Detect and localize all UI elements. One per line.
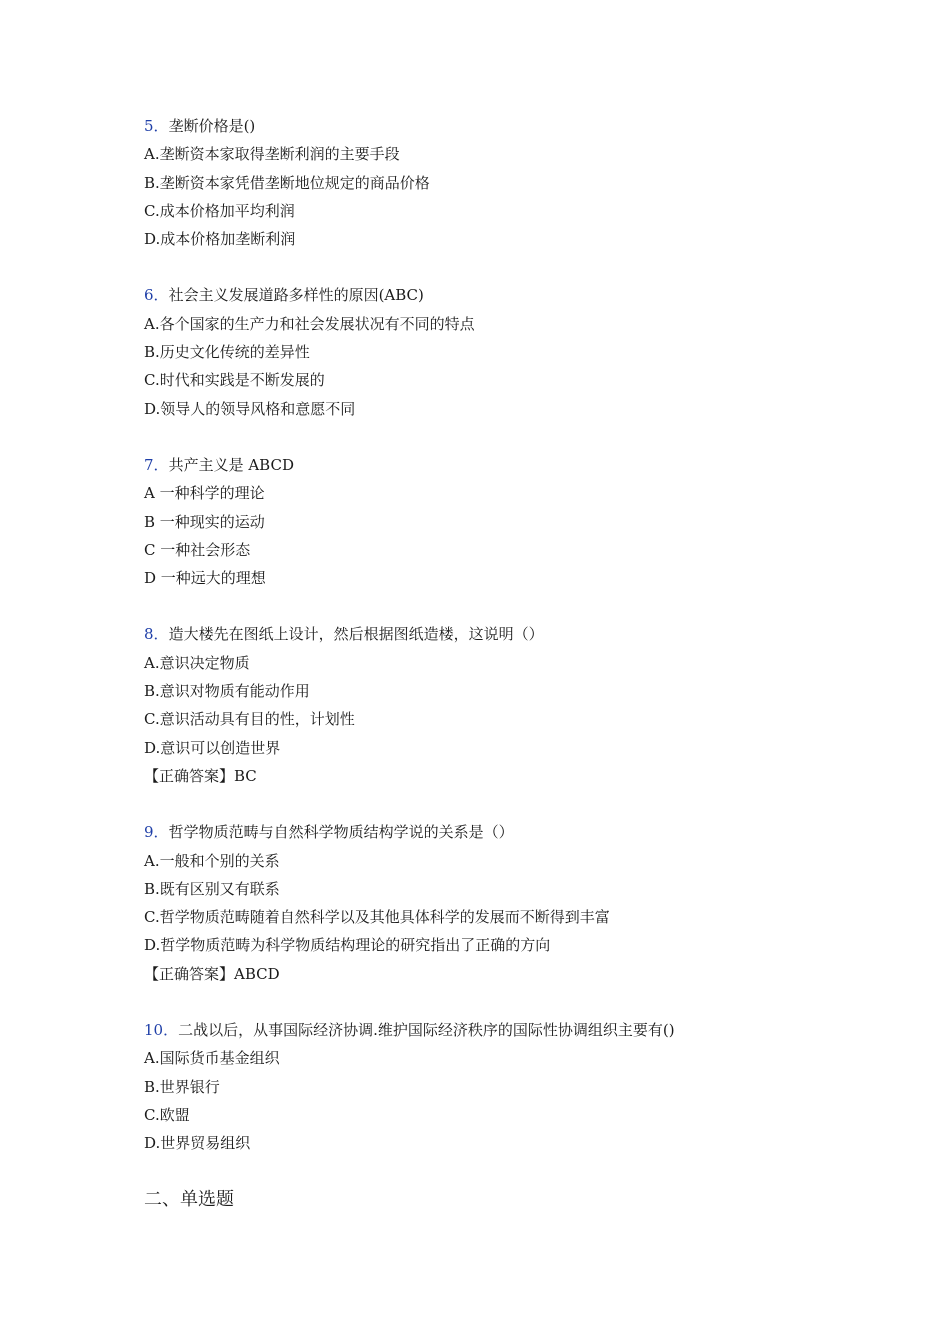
question-text: 二战以后，从事国际经济协调.维护国际经济秩序的国际性协调组织主要有() [178, 1021, 675, 1040]
question-number: 10 [144, 1021, 164, 1040]
question-number: 6 [144, 286, 154, 305]
option-b: B.意识对物质有能动作用 [144, 682, 310, 701]
question-stem [144, 281, 824, 309]
option-d: D.世界贸易组织 [144, 1134, 251, 1153]
option-b: B.历史文化传统的差异性 [144, 343, 310, 362]
option-c: C.成本价格加平均利润 [144, 201, 295, 220]
question-text: 共产主义是 ABCD [168, 455, 294, 474]
question-10 [144, 1016, 824, 1157]
question-number-separator: ． [163, 1021, 179, 1040]
section-heading: 二、单选题 [144, 1189, 234, 1210]
question-text: 造大楼先在图纸上设计，然后根据图纸造楼，这说明（） [168, 625, 544, 644]
option-d: D.意识可以创造世界 [144, 738, 281, 757]
question-5 [144, 112, 824, 253]
option-a: A.意识决定物质 [144, 653, 250, 672]
option-d: D.成本价格加垄断利润 [144, 230, 296, 249]
question-number-separator: ． [153, 625, 169, 644]
question-number: 8 [144, 625, 154, 644]
option-c: C.意识活动具有目的性，计划性 [144, 710, 355, 729]
option-a: A.垄断资本家取得垄断利润的主要手段 [144, 145, 400, 164]
question-number-separator: ． [153, 286, 169, 305]
option-b: B.垄断资本家凭借垄断地位规定的商品价格 [144, 173, 430, 192]
question-stem [144, 451, 824, 479]
question-stem [144, 1016, 824, 1044]
option-b: B.既有区别又有联系 [144, 879, 280, 898]
question-9 [144, 818, 824, 988]
question-8 [144, 620, 824, 790]
option-d: D 一种远大的理想 [144, 569, 266, 588]
question-text: 哲学物质范畴与自然科学物质结构学说的关系是（） [168, 823, 514, 842]
option-b: B 一种现实的运动 [144, 512, 265, 531]
question-number-separator: ． [153, 823, 169, 842]
option-a: A.国际货币基金组织 [144, 1049, 280, 1068]
question-text: 社会主义发展道路多样性的原因(ABC) [168, 286, 424, 305]
question-7 [144, 451, 824, 592]
question-list [144, 112, 824, 1186]
question-stem [144, 112, 824, 140]
question-number: 5 [144, 117, 154, 135]
option-c: C.时代和实践是不断发展的 [144, 371, 325, 390]
question-number: 7 [144, 455, 154, 474]
option-d: D.领导人的领导风格和意愿不同 [144, 399, 356, 418]
question-number: 9 [144, 823, 154, 842]
option-a: A 一种科学的理论 [144, 484, 265, 503]
option-a: A.一般和个别的关系 [144, 851, 280, 870]
question-number-separator: ． [153, 117, 169, 135]
question-stem [144, 620, 824, 648]
option-b: B.世界银行 [144, 1077, 220, 1096]
option-c: C.哲学物质范畴随着自然科学以及其他具体科学的发展而不断得到丰富 [144, 908, 610, 927]
option-c: C.欧盟 [144, 1105, 190, 1124]
option-d: D.哲学物质范畴为科学物质结构理论的研究指出了正确的方向 [144, 936, 551, 955]
correct-answer: 【正确答案】ABCD [144, 964, 280, 983]
question-text: 垄断价格是() [168, 117, 256, 135]
correct-answer: 【正确答案】BC [144, 766, 257, 785]
question-6 [144, 281, 824, 422]
option-a: A.各个国家的生产力和社会发展状况有不同的特点 [144, 314, 475, 333]
option-c: C 一种社会形态 [144, 540, 251, 559]
question-number-separator: ． [153, 455, 169, 474]
question-stem [144, 818, 824, 846]
